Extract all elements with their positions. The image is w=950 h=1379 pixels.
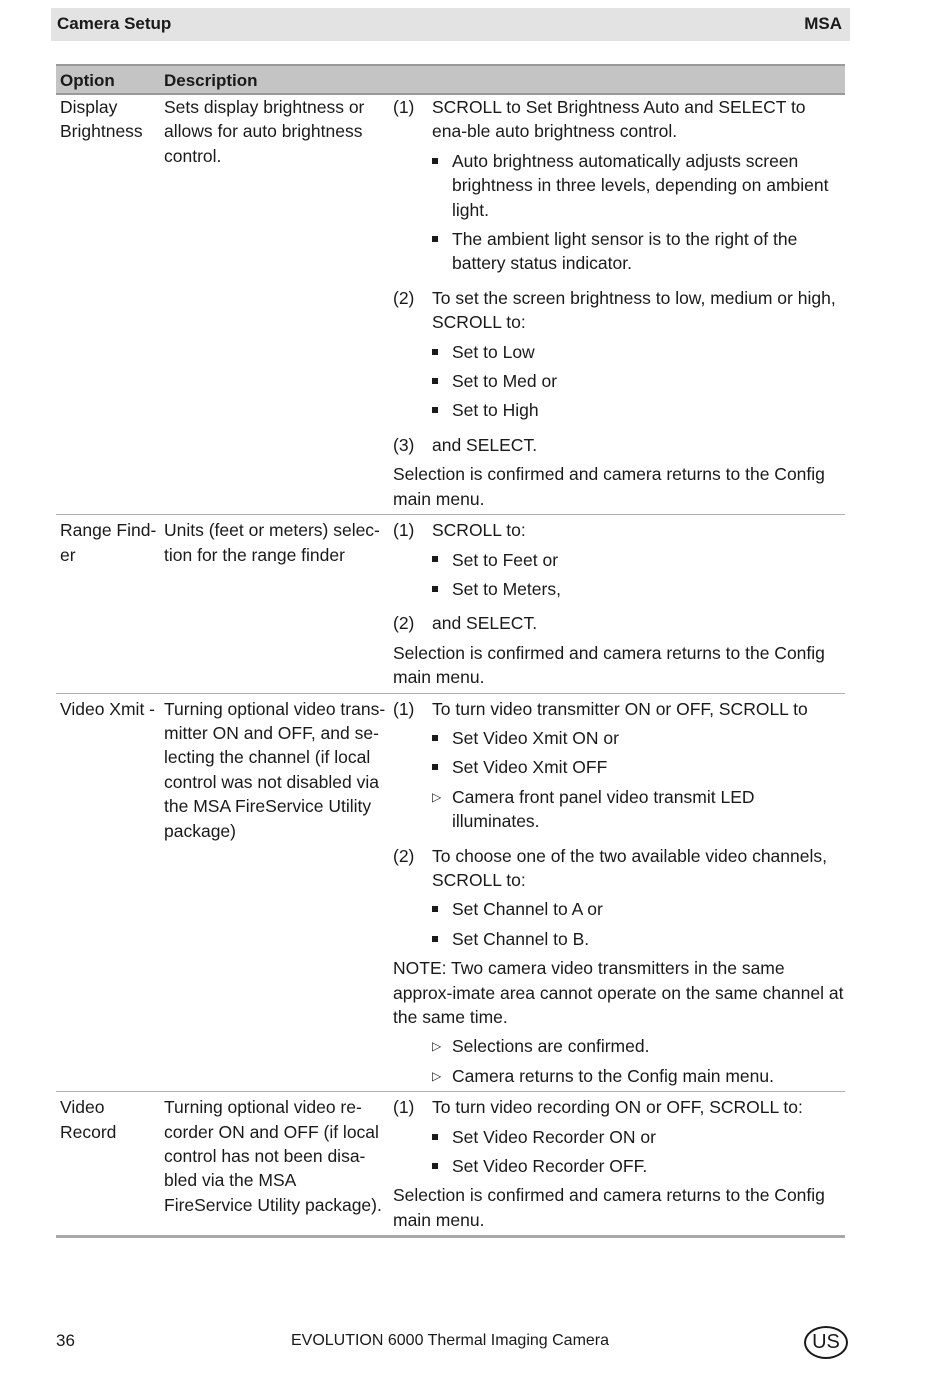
square-bullet-icon [432, 236, 438, 242]
square-bullet-icon [432, 158, 438, 164]
bullet-text: Set Video Xmit OFF [452, 757, 608, 778]
step-number: (1) [393, 97, 415, 117]
step-text: SCROLL to: [432, 520, 526, 541]
bullet-text: The ambient light sensor is to the right of the battery status indicator. [452, 229, 798, 274]
result-item [393, 1034, 845, 1058]
option-cell: Video Xmit - [60, 698, 155, 719]
note-text: NOTE: Two camera video transmitters in the same approx-imate area cannot operate on the same channel at the same time. [393, 958, 844, 1027]
bullet-item [393, 149, 845, 222]
triangle-right-icon: ▷ [432, 1039, 442, 1054]
option-cell: Display Brightness [60, 97, 143, 142]
square-bullet-icon [432, 764, 438, 770]
header-bar [51, 8, 850, 41]
step-item [393, 286, 845, 335]
bullet-text: Set to High [452, 400, 539, 421]
bullet-item [393, 1154, 845, 1178]
bullet-item [393, 398, 845, 422]
square-bullet-icon [432, 936, 438, 942]
bullet-item [393, 726, 845, 750]
description-cell: Turning optional video trans-mitter ON and OFF, and se-lecting the channel (if local control was not disabled via the MSA FireService Utility package) [164, 698, 386, 841]
bullet-text: Set Channel to A or [452, 899, 603, 920]
bullet-item [393, 897, 845, 921]
square-bullet-icon [432, 586, 438, 592]
step-text: To turn video transmitter ON or OFF, SCROLL to [432, 698, 808, 719]
table-row [56, 515, 845, 693]
step-item [393, 844, 845, 893]
step-text: SCROLL to Set Brightness Auto and SELECT to ena-ble auto brightness control. [432, 97, 806, 142]
description-cell: Turning optional video re-corder ON and OFF (if local control has not been disa-bled via the MSA FireService Utility package). [164, 1097, 382, 1215]
square-bullet-icon [432, 378, 438, 384]
bullet-text: Auto brightness automatically adjusts screen brightness in three levels, depending on ambient light. [452, 150, 829, 220]
step-item [393, 697, 845, 721]
bullet-text: Set to Meters, [452, 578, 561, 599]
step-number: (2) [393, 845, 415, 866]
square-bullet-icon [432, 556, 438, 562]
bullet-item [393, 577, 845, 601]
bullet-item [393, 369, 845, 393]
step-number: (1) [393, 520, 415, 541]
bullet-item [393, 1125, 845, 1149]
steps-cell [393, 95, 845, 511]
step-item [393, 611, 845, 635]
page-number: 36 [56, 1331, 75, 1350]
table-row [56, 694, 845, 1093]
result-note: Selection is confirmed and camera returns to the Config main menu. [393, 464, 825, 509]
bullet-item [393, 227, 845, 276]
bullet-text: Set Video Xmit ON or [452, 727, 619, 748]
table-row [56, 1092, 845, 1238]
bullet-text: Set to Med or [452, 371, 558, 392]
result-note: Selection is confirmed and camera returns to the Config main menu. [393, 1185, 825, 1230]
bullet-item [393, 927, 845, 951]
option-cell: Range Find-er [60, 520, 157, 565]
step-item [393, 1095, 845, 1119]
steps-cell [393, 1095, 845, 1232]
bullet-item [393, 548, 845, 572]
square-bullet-icon [432, 735, 438, 741]
triangle-right-icon: ▷ [432, 1068, 442, 1083]
step-number: (1) [393, 1097, 415, 1118]
column-header-option: Option [60, 71, 115, 90]
square-bullet-icon [432, 349, 438, 355]
footer-title: EVOLUTION 6000 Thermal Imaging Camera [290, 1332, 610, 1349]
step-text: To turn video recording ON or OFF, SCROLL to: [432, 1097, 803, 1118]
result-text: Selections are confirmed. [452, 1036, 650, 1057]
square-bullet-icon [432, 906, 438, 912]
steps-cell [393, 697, 845, 1089]
step-item [393, 518, 845, 542]
result-note: Selection is confirmed and camera returns to the Config main menu. [393, 642, 825, 688]
step-text: and SELECT. [432, 613, 538, 634]
step-text: To choose one of the two available video channels, SCROLL to: [432, 845, 827, 890]
step-number: (1) [393, 698, 415, 719]
bullet-item [393, 755, 845, 779]
square-bullet-icon [432, 1134, 438, 1140]
step-number: (3) [393, 434, 415, 455]
bullet-text: Set Video Recorder ON or [452, 1126, 656, 1147]
step-text: and SELECT. [432, 434, 538, 455]
table-row [56, 95, 845, 515]
option-cell: Video Record [60, 1097, 117, 1142]
step-item [393, 433, 845, 457]
triangle-right-icon: ▷ [432, 789, 442, 804]
result-item [393, 785, 845, 834]
result-text: Camera front panel video transmit LED illuminates. [452, 786, 755, 832]
column-header-description: Description [164, 71, 258, 90]
result-text: Camera returns to the Config main menu. [452, 1065, 774, 1086]
step-number: (2) [393, 287, 415, 308]
country-badge: US [804, 1326, 848, 1359]
bullet-item [393, 340, 845, 364]
step-text: To set the screen brightness to low, medium or high, SCROLL to: [432, 287, 836, 333]
description-cell: Units (feet or meters) selec-tion for the range finder [164, 520, 380, 565]
bullet-text: Set to Low [452, 341, 535, 362]
square-bullet-icon [432, 407, 438, 413]
description-cell: Sets display brightness or allows for auto brightness control. [164, 97, 365, 166]
bullet-text: Set Channel to B. [452, 928, 590, 949]
bullet-text: Set to Feet or [452, 549, 559, 570]
square-bullet-icon [432, 1163, 438, 1169]
options-table [56, 64, 845, 1238]
step-number: (2) [393, 613, 415, 634]
result-item [393, 1064, 845, 1088]
table-header [56, 64, 845, 95]
bullet-text: Set Video Recorder OFF. [452, 1156, 648, 1177]
steps-cell [393, 518, 845, 689]
brand-label: MSA [804, 14, 842, 33]
step-item [393, 95, 845, 144]
section-title: Camera Setup [57, 14, 172, 33]
